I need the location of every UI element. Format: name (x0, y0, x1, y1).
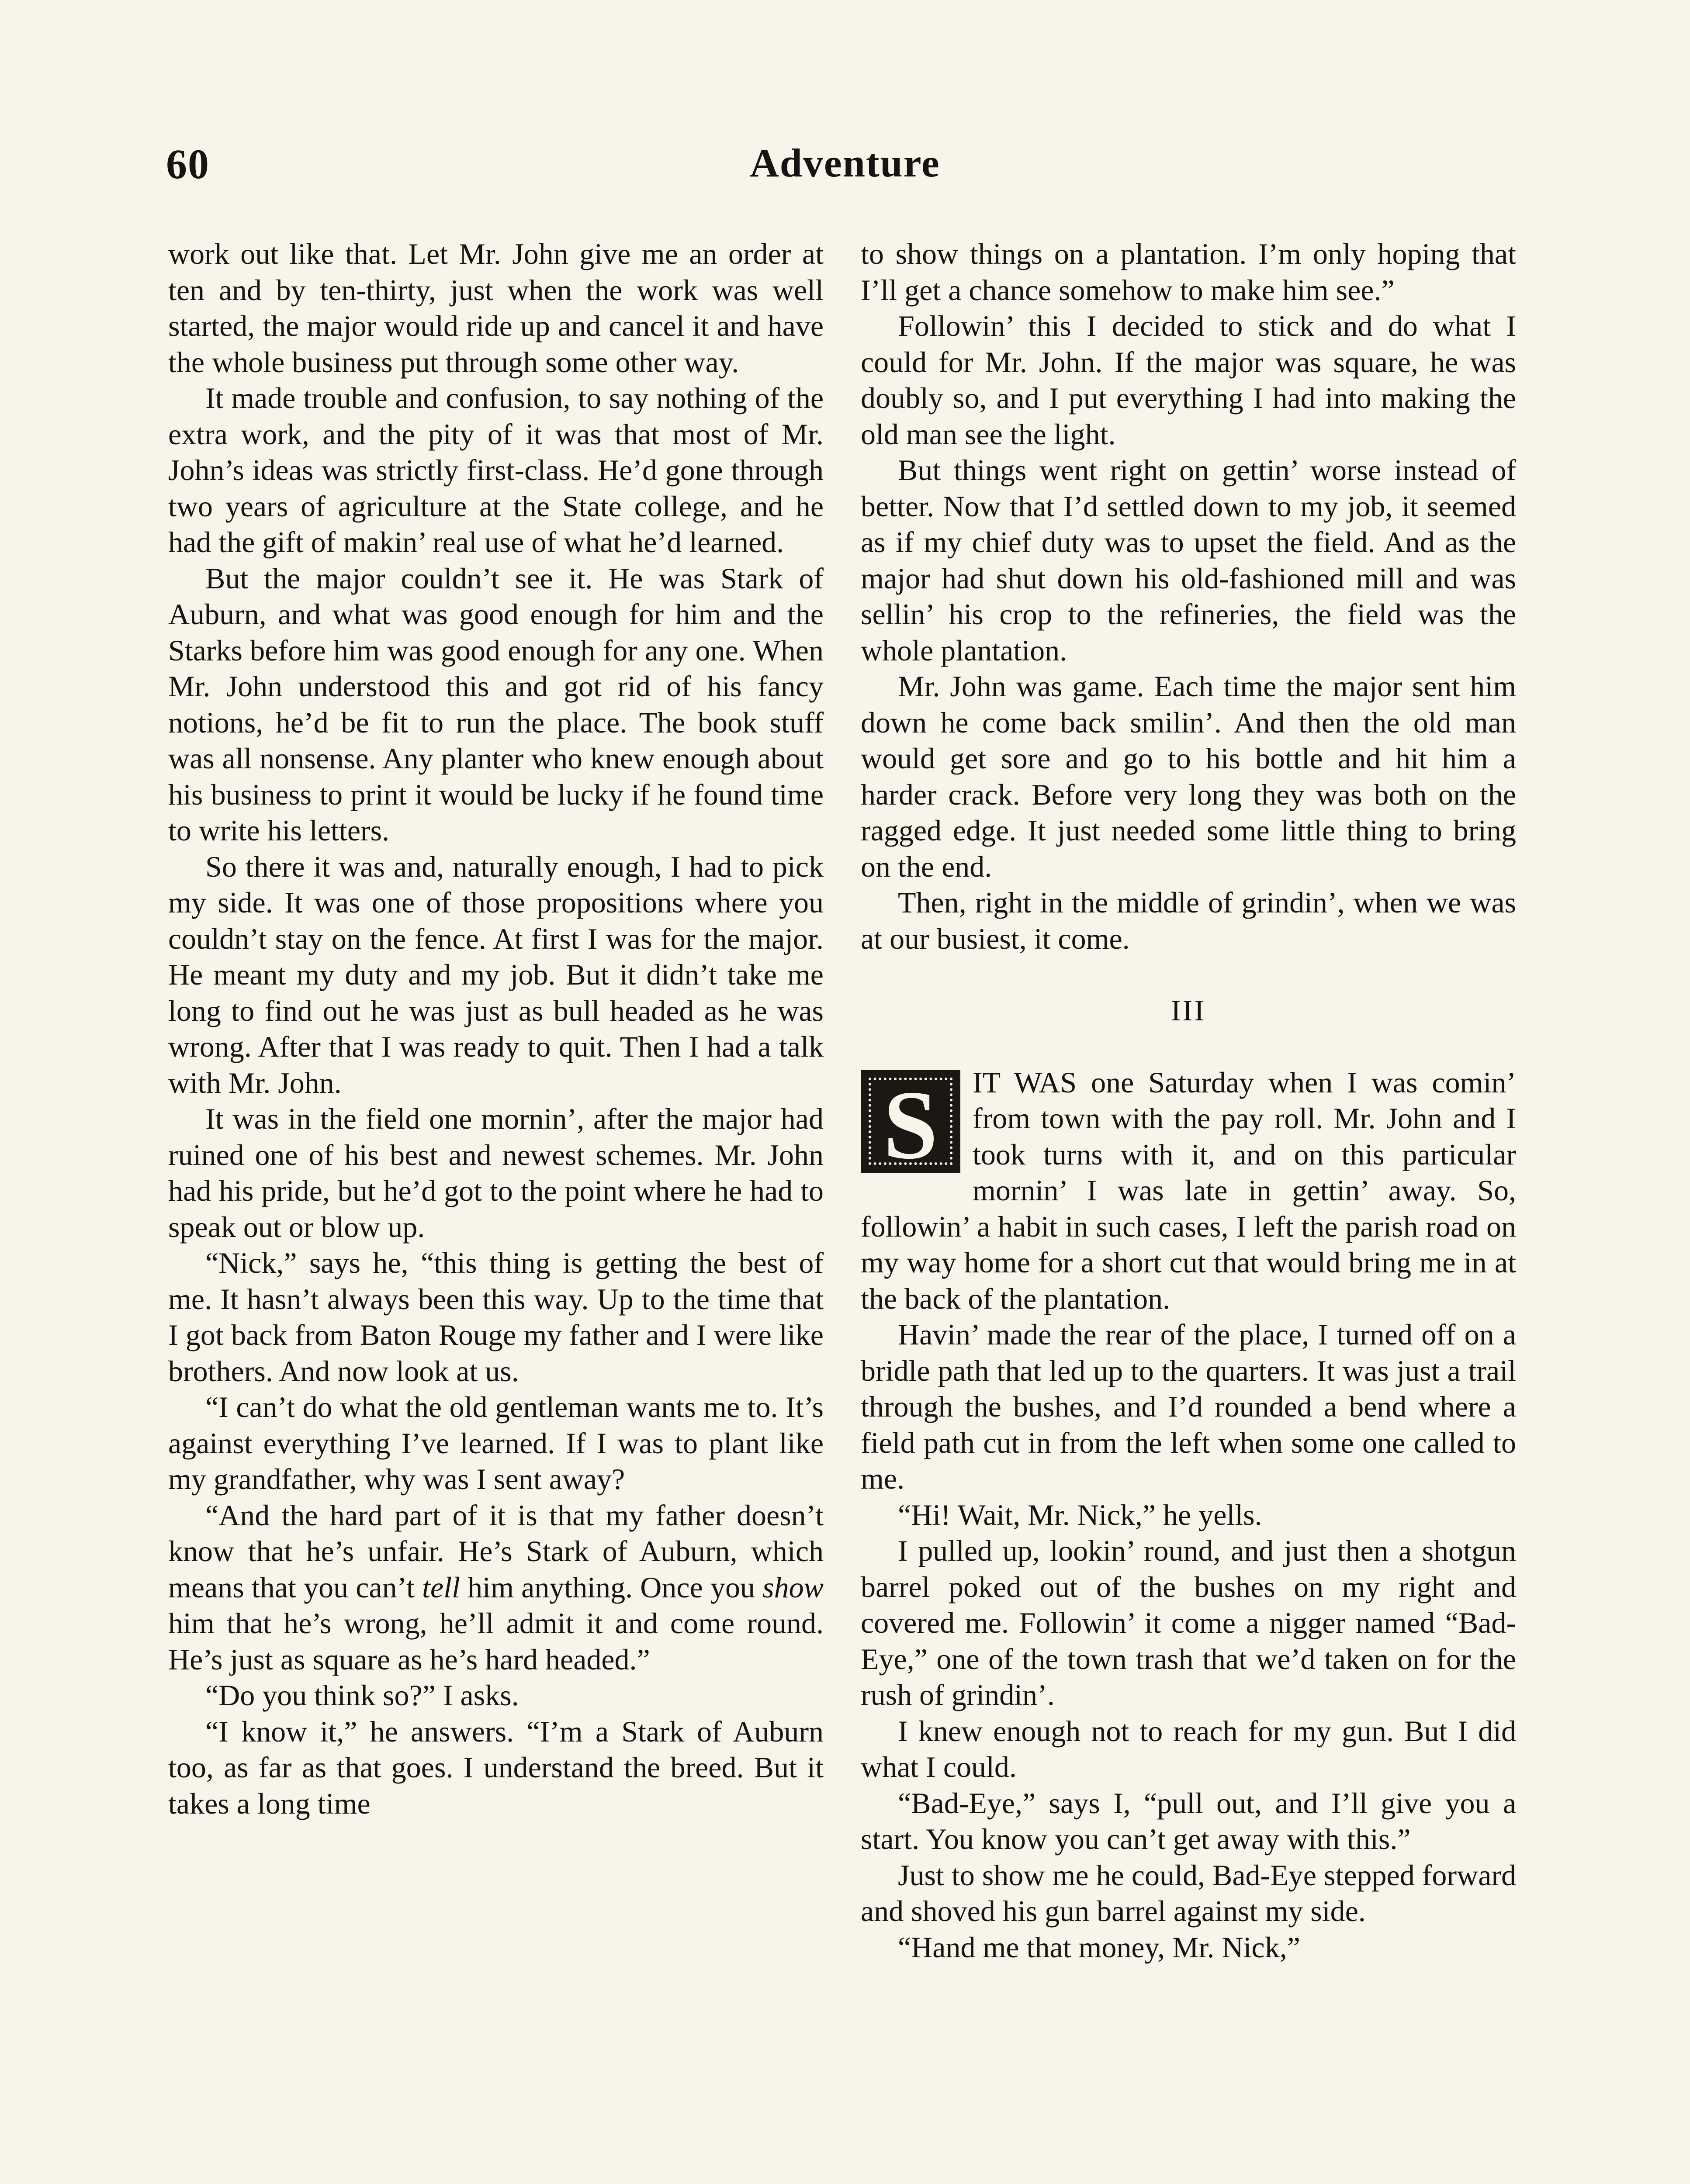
paragraph: Just to show me he could, Bad-Eye stepped forward and shoved his gun barrel against my side. (861, 1858, 1516, 1928)
text-run: him anything. Once you (460, 1570, 763, 1604)
italic-word: tell (422, 1570, 460, 1604)
paragraph: “Nick,” says he, “this thing is getting the best of me. It hasn’t always been this way. Up to the time that I got back from Baton Rouge my father and I were like brothers. And now look at us. (168, 1246, 824, 1388)
paragraph: “Hi! Wait, Mr. Nick,” he yells. (898, 1498, 1262, 1531)
paragraph: But things went right on gettin’ worse instead of better. Now that I’d settled down to my job, it seemed as if my chief duty was to upset the field. And as the major had shut down his old-fashioned mill and was sellin’ his crop to the refineries, the field was the whole plantation. (861, 453, 1516, 667)
page-header (166, 131, 1524, 197)
paragraph: Havin’ made the rear of the place, I turned off on a bridle path that led up to the quarters. It was just a trail through the bushes, and I’d rounded a bend where a field path cut in from the left when some one called to me. (861, 1318, 1516, 1495)
page-number: 60 (166, 141, 210, 187)
text-run: IT WAS one Saturday when I was comin’ from town with the pay roll. Mr. John and I took turns with it, and on this particular mornin’ I was late in gettin’ away. So, followin’ a habit in such cases, I left the parish road on my way home for a short cut that would bring me in at the back of the plantation. (861, 1065, 1516, 1315)
paragraph: “I can’t do what the old gentleman wants me to. It’s against everything I’ve learned. If I was to plant like my grandfather, why was I sent away? (168, 1390, 824, 1496)
paragraph: work out like that. Let Mr. John give me an order at ten and by ten-thirty, just when the work was well started, the major would ride up and cancel it and have the whole business put through some other way. (168, 237, 824, 379)
paragraph (168, 1497, 824, 1678)
italic-word: show (762, 1570, 824, 1604)
paragraph: So there it was and, naturally enough, I had to pick my side. It was one of those propositions where you couldn’t stay on the fence. At first I was for the major. He meant my duty and my job. But it didn’t take me long to find out he was just as bull headed as he was wrong. After that I was ready to quit. Then I had a talk with Mr. John. (168, 850, 824, 1099)
right-column (861, 236, 1516, 1965)
paragraph: I knew enough not to reach for my gun. But I did what I could. (861, 1714, 1516, 1783)
paragraph: “Do you think so?” I asks. (205, 1679, 519, 1712)
paragraph: But the major couldn’t see it. He was Stark of Auburn, and what was good enough for him and the Starks before him was good enough for any one. When Mr. John understood this and got rid of his fancy notions, he’d be fit to run the place. The book stuff was all nonsense. Any planter who knew enough about his business to print it would be lucky if he found time to write his letters. (168, 561, 824, 847)
paragraph: It was in the field one mornin’, after the major had ruined one of his best and newest schemes. Mr. John had his pride, but he’d got to the point where he had to speak out or blow up. (168, 1102, 824, 1244)
text-run: him that he’s wrong, he’ll admit it and come round. He’s just as square as he’s hard headed.” (168, 1607, 824, 1676)
text-run: “And the hard part of it is that my father doesn’t know that he’s unfair. He’s Stark of Auburn, which means that you can’t (168, 1498, 824, 1604)
section-number: III (1171, 994, 1206, 1027)
paragraph: “Hand me that money, Mr. Nick,” (898, 1930, 1300, 1964)
paragraph: Then, right in the middle of grindin’, when we was at our busiest, it come. (861, 886, 1516, 955)
paragraph: “Bad-Eye,” says I, “pull out, and I’ll give you a start. You know you can’t get away with this.” (861, 1786, 1516, 1856)
drop-cap: S (861, 1070, 960, 1173)
paragraph: It made trouble and confusion, to say nothing of the extra work, and the pity of it was that most of Mr. John’s ideas was strictly first-class. He’d gone through two years of agriculture at the State college, and he had the gift of makin’ real use of what he’d learned. (168, 381, 824, 559)
paragraph: Followin’ this I decided to stick and do what I could for Mr. John. If the major was square, he was doubly so, and I put everything I had into making the old man see the light. (861, 309, 1516, 451)
running-title: Adventure (750, 141, 940, 185)
paragraph: to show things on a plantation. I’m only hoping that I’ll get a chance somehow to make him see.” (861, 237, 1516, 307)
paragraph (861, 1064, 1516, 1317)
paragraph: “I know it,” he answers. “I’m a Stark of Auburn too, as far as that goes. I understand the breed. But it takes a long time (168, 1714, 824, 1820)
left-column (168, 236, 824, 1821)
paragraph: Mr. John was game. Each time the major sent him down he come back smilin’. And then the old man would get sore and go to his bottle and hit him a harder crack. Before very long they was both on the ragged edge. It just needed some little thing to bring on the end. (861, 670, 1516, 883)
paragraph: I pulled up, lookin’ round, and just then a shotgun barrel poked out of the bushes on my right and covered me. Followin’ it come a nigger named “Bad-Eye,” one of the town trash that we’d taken on for the rush of grindin’. (861, 1534, 1516, 1711)
